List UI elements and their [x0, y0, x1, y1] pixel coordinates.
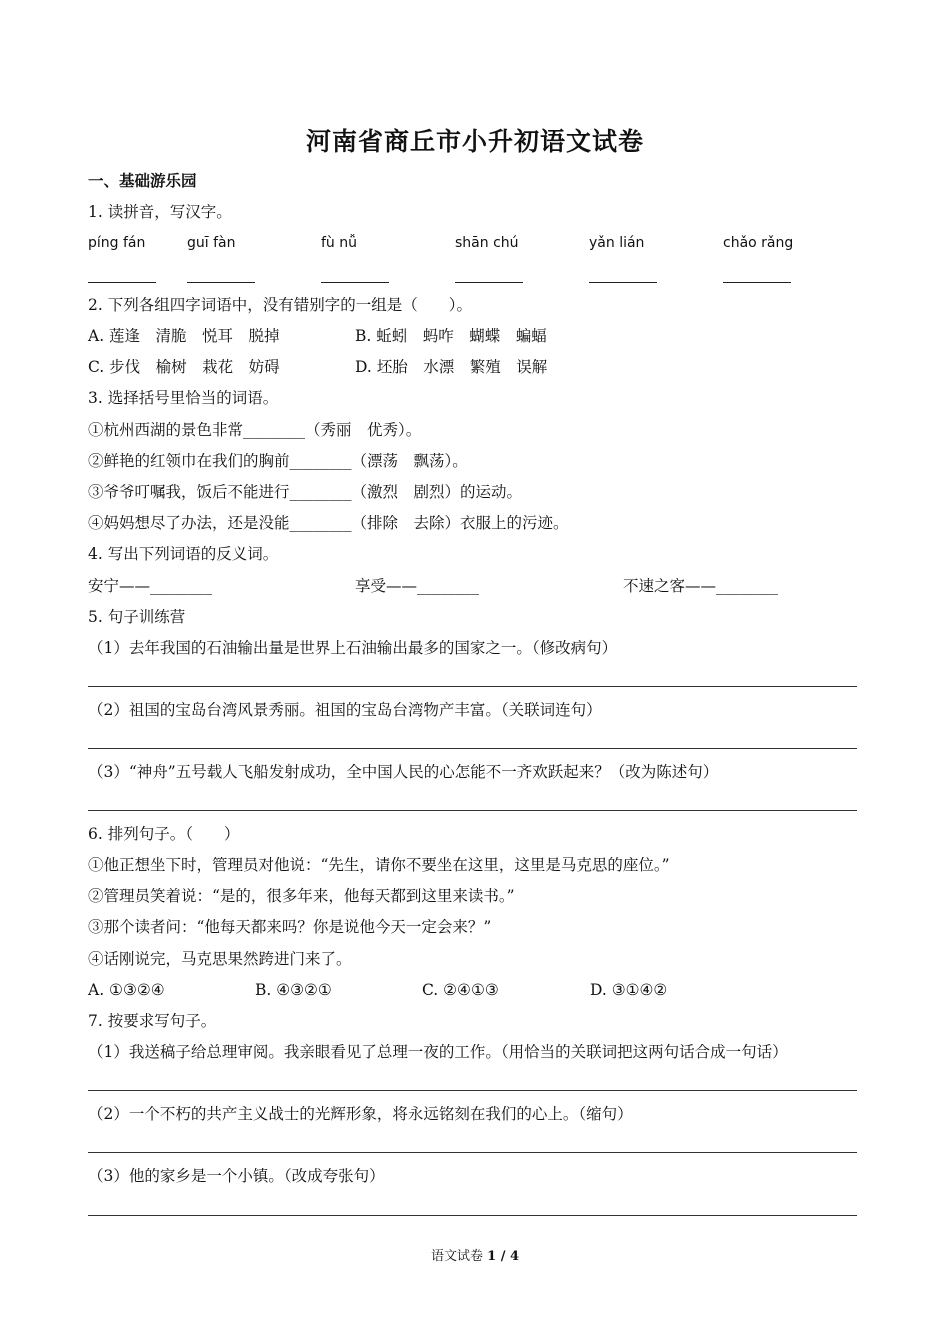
pinyin-1: píng fán: [88, 235, 146, 251]
option-c: C. 步伐 榆树 栽花 妨碍: [88, 358, 280, 376]
order-sentence-1: ①他正想坐下时，管理员对他说：“先生，请你不要坐在这里，这里是马克思的座位。”: [88, 856, 670, 874]
answer-line[interactable]: [88, 810, 857, 811]
question-7-stem: 7. 按要求写句子。: [88, 1012, 217, 1030]
answer-blank-1[interactable]: [88, 282, 156, 283]
antonym-item-2: 享受——________: [355, 577, 480, 595]
option-a: A. 莲逢 清脆 悦耳 脱掉: [88, 327, 280, 345]
order-option-b: B. ④③②①: [255, 981, 332, 999]
section-heading: 一、基础游乐园: [88, 171, 197, 190]
pinyin-4: shān chú: [455, 235, 519, 251]
answer-line[interactable]: [88, 1090, 857, 1091]
answer-line[interactable]: [88, 748, 857, 749]
fill-item-3: ③爷爷叮嘱我，饭后不能进行________（激烈 剧烈）的运动。: [88, 483, 523, 501]
question-3-stem: 3. 选择括号里恰当的词语。: [88, 389, 279, 407]
order-sentence-3: ③那个读者问：“他每天都来吗？你是说他今天一定会来？”: [88, 918, 492, 936]
pinyin-2: guī fàn: [187, 235, 236, 251]
option-b: B. 蚯蚓 蚂咋 蝴蝶 蝙蝠: [355, 327, 547, 345]
question-2-stem: 2. 下列各组四字词语中，没有错别字的一组是（ ）。: [88, 296, 472, 314]
answer-line[interactable]: [88, 1152, 857, 1153]
sentence-task-1: （1）去年我国的石油输出量是世界上石油输出最多的国家之一。（修改病句）: [88, 639, 618, 657]
pinyin-3: fù nǚ: [321, 235, 357, 251]
antonym-item-1: 安宁——________: [88, 577, 213, 595]
pinyin-6: chǎo rǎng: [723, 235, 794, 251]
page-title: 河南省商丘市小升初语文试卷: [305, 127, 644, 156]
answer-blank-5[interactable]: [589, 282, 657, 283]
sentence-task-2: （2）祖国的宝岛台湾风景秀丽。祖国的宝岛台湾物产丰富。（关联词连句）: [88, 701, 602, 719]
order-sentence-2: ②管理员笑着说：“是的，很多年来，他每天都到这里来读书。”: [88, 887, 515, 905]
antonym-item-3: 不速之客——________: [623, 577, 779, 595]
answer-line[interactable]: [88, 686, 857, 687]
sentence-task-3: （3）“神舟”五号载人飞船发射成功，全中国人民的心怎能不一齐欢跃起来？（改为陈述句）: [88, 763, 719, 781]
question-1-stem: 1. 读拼音，写汉字。: [88, 203, 232, 221]
answer-blank-6[interactable]: [723, 282, 791, 283]
question-4-stem: 4. 写出下列词语的反义词。: [88, 545, 279, 563]
fill-item-4: ④妈妈想尽了办法，还是没能________（排除 去除）衣服上的污迹。: [88, 514, 569, 532]
fill-item-1: ①杭州西湖的景色非常________（秀丽 优秀）。: [88, 421, 422, 439]
order-sentence-4: ④话刚说完，马克思果然跨进门来了。: [88, 950, 352, 968]
rewrite-task-2: （2）一个不朽的共产主义战士的光辉形象，将永远铭刻在我们的心上。（缩句）: [88, 1105, 633, 1123]
order-option-c: C. ②④①③: [422, 981, 499, 999]
answer-line[interactable]: [88, 1215, 857, 1216]
order-option-a: A. ①③②④: [88, 981, 165, 999]
answer-blank-3[interactable]: [321, 282, 389, 283]
footer-label: 语文试卷: [430, 1249, 483, 1264]
pinyin-5: yǎn lián: [589, 235, 645, 251]
page-footer: [0, 1245, 950, 1264]
question-5-stem: 5. 句子训练营: [88, 608, 186, 626]
order-option-d: D. ③①④②: [590, 981, 668, 999]
rewrite-task-3: （3）他的家乡是一个小镇。（改成夸张句）: [88, 1167, 385, 1185]
rewrite-task-1: （1）我送稿子给总理审阅。我亲眼看见了总理一夜的工作。（用恰当的关联词把这两句话合成一句话）: [88, 1043, 788, 1061]
answer-blank-4[interactable]: [455, 282, 523, 283]
page-number: 1 / 4: [487, 1249, 520, 1264]
answer-blank-2[interactable]: [187, 282, 255, 283]
question-6-stem: 6. 排列句子。（ ）: [88, 825, 240, 843]
fill-item-2: ②鲜艳的红领巾在我们的胸前________（漂荡 飘荡）。: [88, 452, 468, 470]
option-d: D. 坯胎 水漂 繁殖 误解: [355, 358, 548, 376]
